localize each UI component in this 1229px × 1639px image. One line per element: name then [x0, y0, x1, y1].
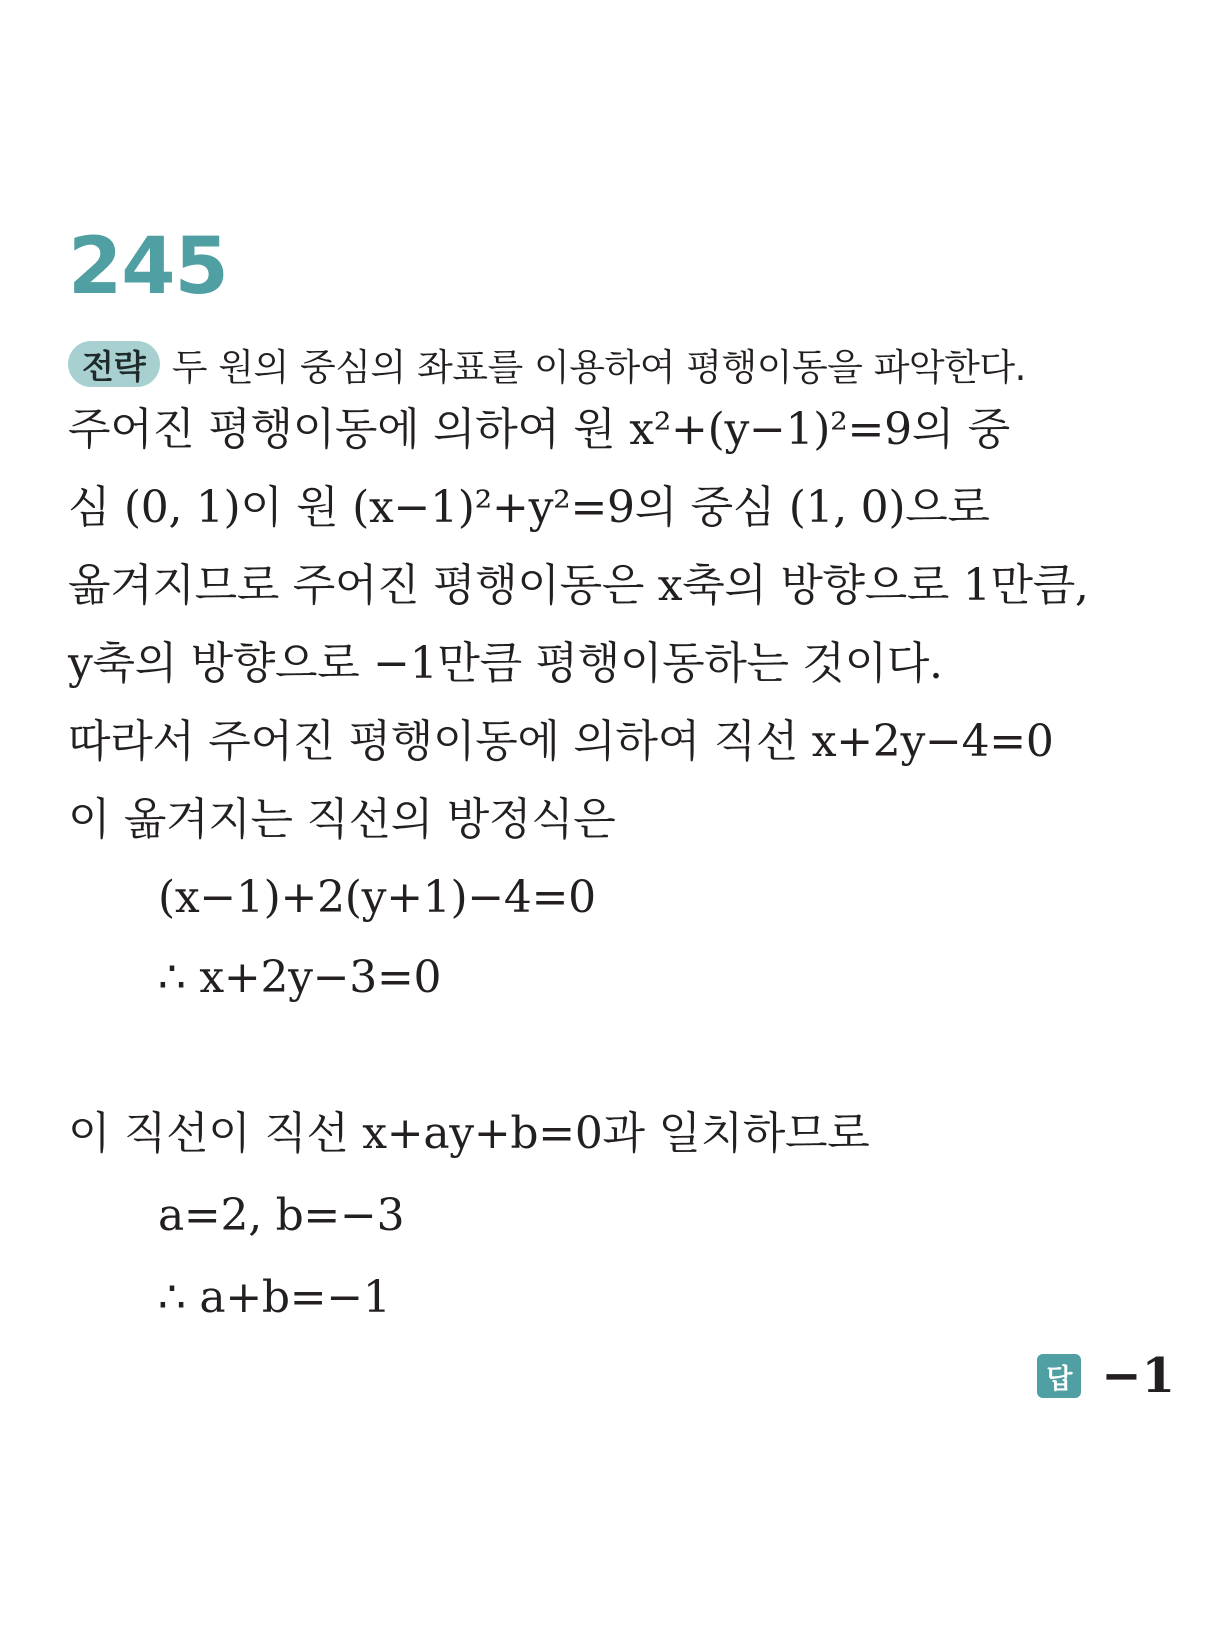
solution-line-5: 따라서 주어진 평행이동에 의하여 직선 x+2y−4=0	[68, 716, 1054, 767]
equation-line-1: (x−1)+2(y+1)−4=0	[158, 872, 596, 923]
solution-line-3: 옮겨지므로 주어진 평행이동은 x축의 방향으로 1만큼,	[68, 560, 1089, 611]
strategy-badge: 전략	[68, 341, 160, 387]
problem-number: 245	[68, 222, 228, 312]
answer-badge: 답	[1037, 1354, 1081, 1398]
solution-line-1: 주어진 평행이동에 의하여 원 x²+(y−1)²=9의 중	[68, 404, 1010, 455]
answer-row	[1037, 1348, 1175, 1404]
solution-line-7: 이 직선이 직선 x+ay+b=0과 일치하므로	[68, 1108, 870, 1159]
equation-line-3: a=2, b=−3	[158, 1190, 405, 1241]
strategy-text: 두 원의 중심의 좌표를 이용하여 평행이동을 파악한다.	[171, 346, 1026, 389]
equation-line-2: ∴ x+2y−3=0	[158, 952, 442, 1003]
answer-value: −1	[1101, 1348, 1175, 1404]
solution-line-4: y축의 방향으로 −1만큼 평행이동하는 것이다.	[68, 638, 943, 689]
solution-line-2: 심 (0, 1)이 원 (x−1)²+y²=9의 중심 (1, 0)으로	[68, 482, 990, 533]
strategy-row	[68, 338, 1026, 390]
solution-line-6: 이 옮겨지는 직선의 방정식은	[68, 794, 616, 845]
equation-line-4: ∴ a+b=−1	[158, 1272, 391, 1323]
